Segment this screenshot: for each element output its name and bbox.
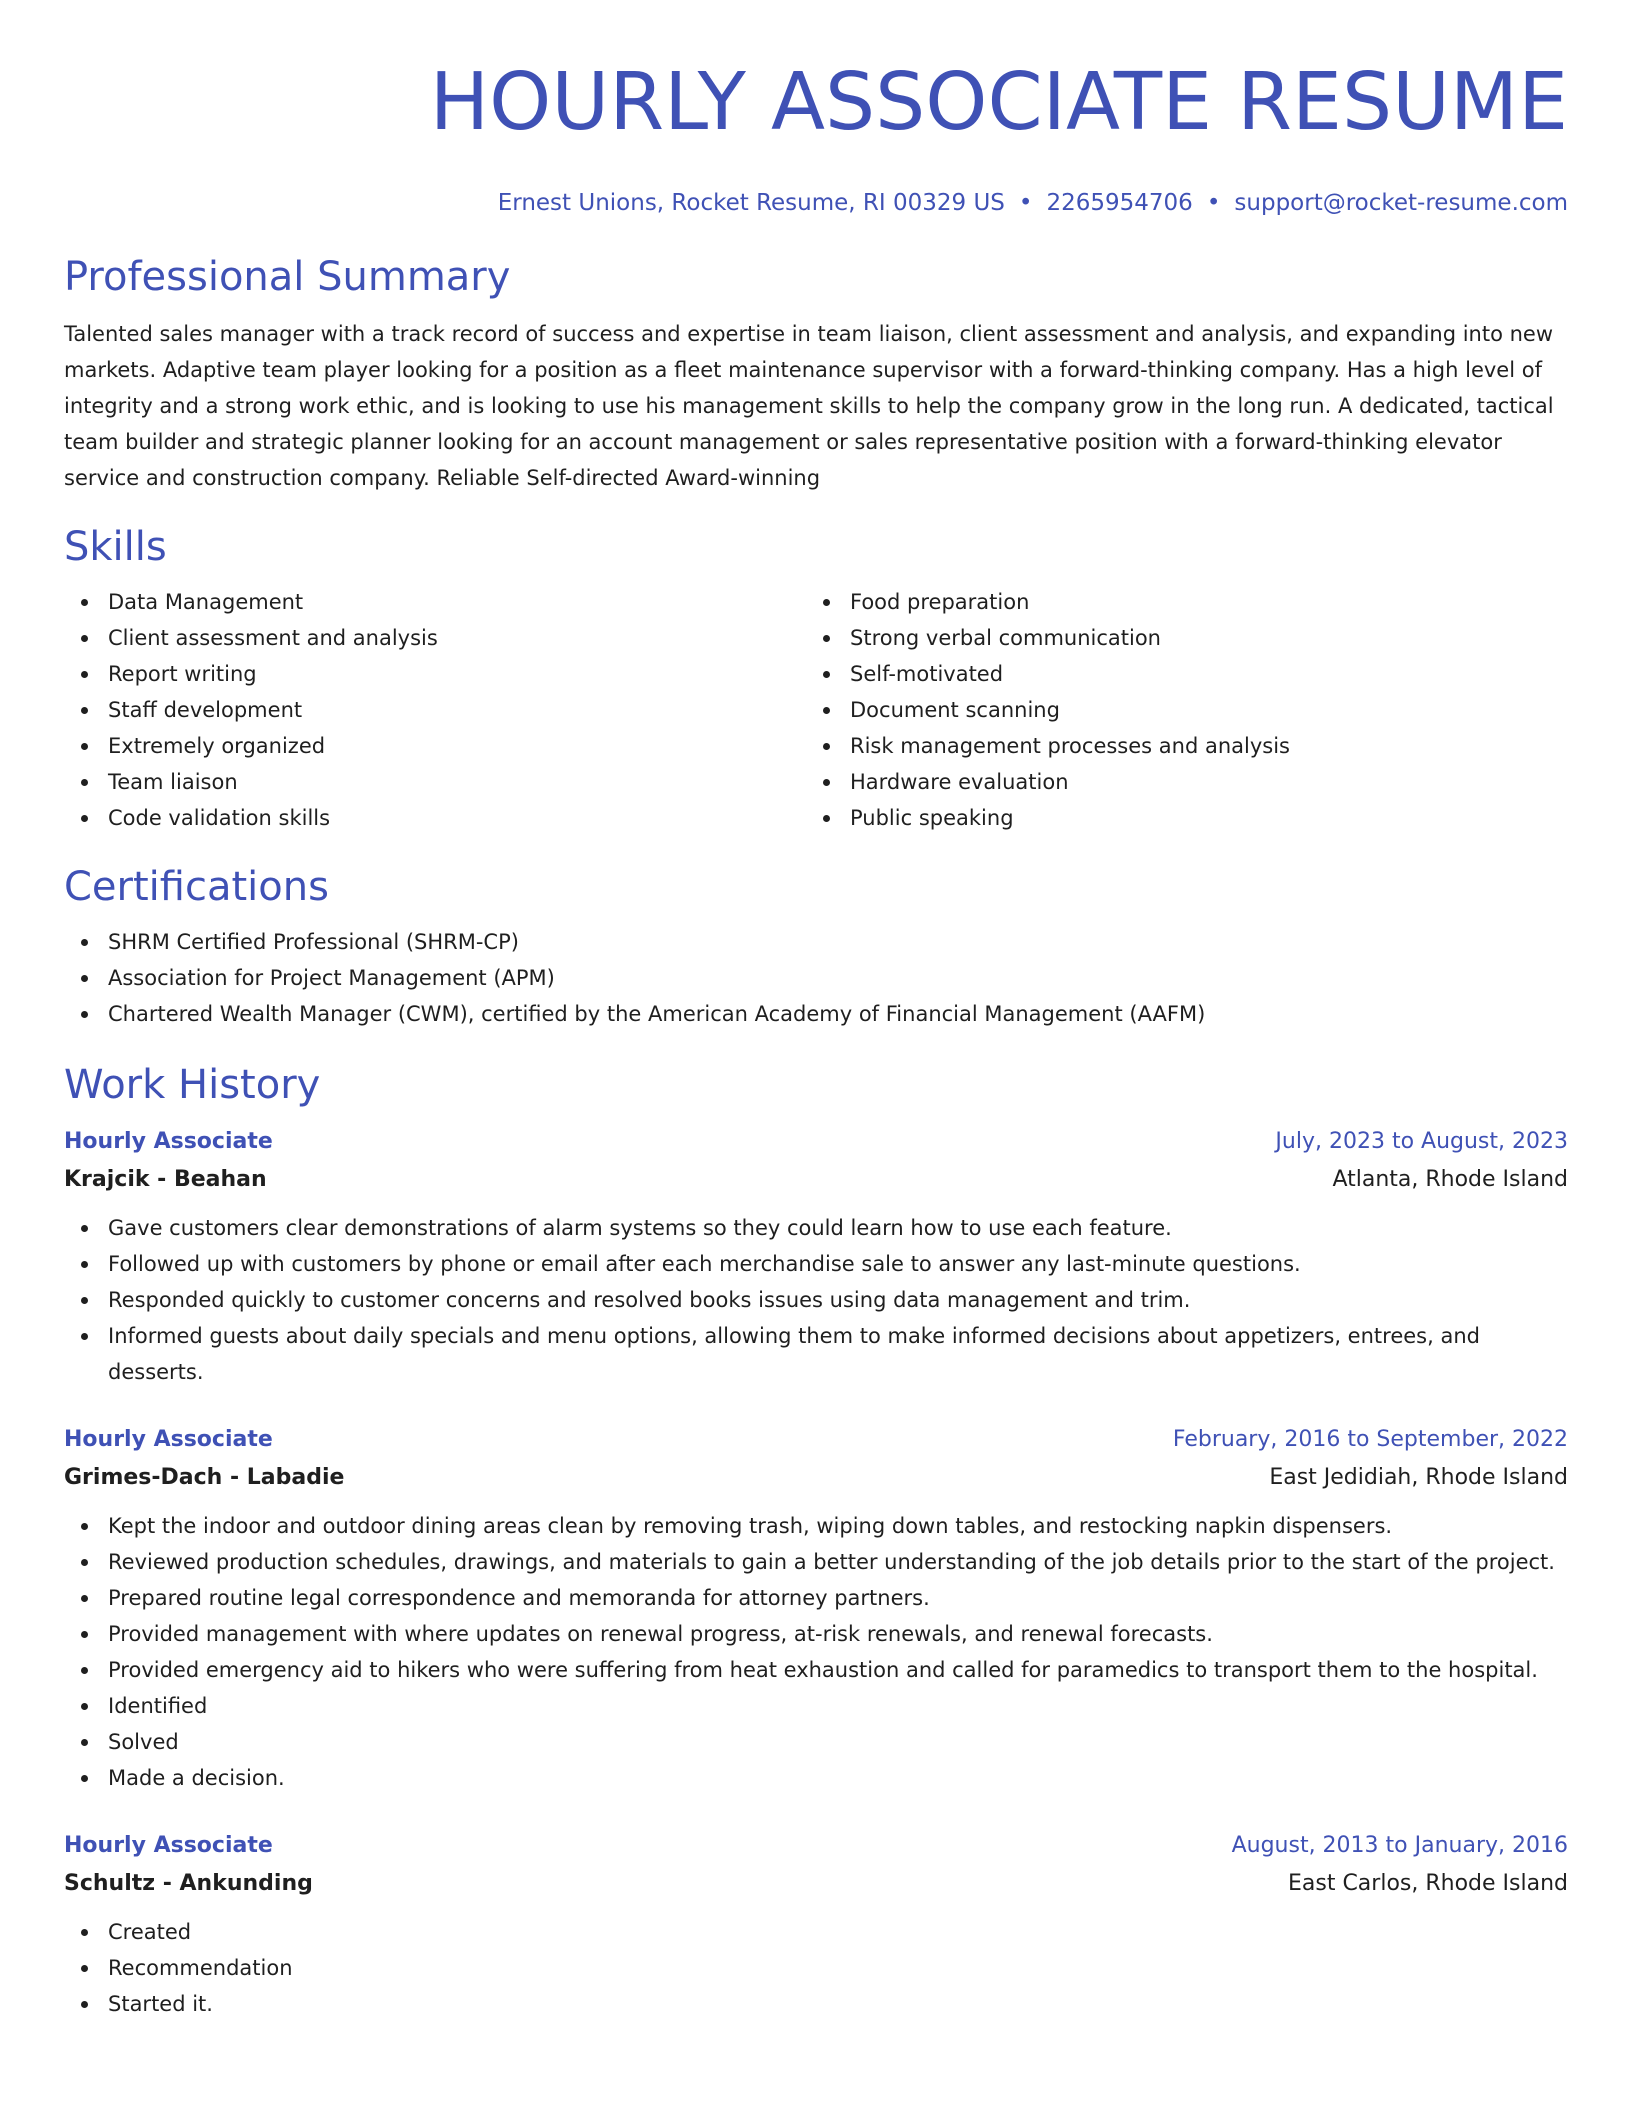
job-company: Krajcik - Beahan	[64, 1167, 267, 1192]
job-entry	[64, 1124, 1568, 1390]
job-bullet: Provided emergency aid to hikers who were suffering from heat exhaustion and called for paramedics to transport them to the hospital.	[64, 1652, 1568, 1688]
resume-title: HOURLY ASSOCIATE RESUME	[429, 56, 1568, 148]
job-bullet: Provided management with where updates on renewal progress, at-risk renewals, and renewal forecasts.	[64, 1616, 1568, 1652]
job-entry	[64, 1828, 1568, 2022]
skill-item: Report writing	[64, 656, 806, 692]
skill-item: Staff development	[64, 692, 806, 728]
job-bullet-list	[64, 1508, 1568, 1796]
job-bullet: Recommendation	[64, 1950, 1568, 1986]
skill-item: Data Management	[64, 584, 806, 620]
job-title: Hourly Associate	[64, 1833, 273, 1858]
job-dates: February, 2016 to September, 2022	[1172, 1427, 1568, 1452]
skill-item: Hardware evaluation	[806, 764, 1566, 800]
certification-item: Chartered Wealth Manager (CWM), certified by the American Academy of Financial Management (AAFM)	[64, 996, 1568, 1032]
job-dates: July, 2023 to August, 2023	[1275, 1129, 1568, 1154]
contact-separator: •	[1018, 190, 1033, 216]
job-bullet: Gave customers clear demonstrations of alarm systems so they could learn how to use each feature.	[64, 1210, 1568, 1246]
job-bullet: Kept the indoor and outdoor dining areas clean by removing trash, wiping down tables, and restocking napkin dispensers.	[64, 1508, 1568, 1544]
job-bullet: Identified	[64, 1688, 1568, 1724]
skill-item: Client assessment and analysis	[64, 620, 806, 656]
skill-item: Self-motivated	[806, 656, 1566, 692]
contact-address: Ernest Unions, Rocket Resume, RI 00329 US	[497, 190, 1005, 216]
job-title: Hourly Associate	[64, 1129, 273, 1154]
skill-item: Team liaison	[64, 764, 806, 800]
job-location: Atlanta, Rhode Island	[1332, 1167, 1568, 1192]
job-bullet: Followed up with customers by phone or email after each merchandise sale to answer any last-minute questions.	[64, 1246, 1568, 1282]
job-company: Schultz - Ankunding	[64, 1871, 313, 1896]
skills-section	[64, 522, 1568, 836]
job-bullet-list	[64, 1914, 1568, 2022]
skill-item: Strong verbal communication	[806, 620, 1566, 656]
job-company-row	[64, 1160, 1568, 1200]
contact-email: support@rocket-resume.com	[1234, 190, 1568, 216]
job-bullet: Created	[64, 1914, 1568, 1950]
skills-column-left	[64, 584, 806, 836]
contact-separator: •	[1206, 190, 1221, 216]
skills-grid	[64, 584, 1568, 836]
job-bullet: Started it.	[64, 1986, 1568, 2022]
job-bullet-list	[64, 1210, 1568, 1390]
job-bullet: Reviewed production schedules, drawings, and materials to gain a better understanding of the job details prior to the start of the project.	[64, 1544, 1568, 1580]
job-bullet: Prepared routine legal correspondence and memoranda for attorney partners.	[64, 1580, 1568, 1616]
summary-section	[64, 252, 1568, 496]
job-company-row	[64, 1458, 1568, 1498]
skills-column-right	[806, 584, 1566, 836]
job-bullet: Solved	[64, 1724, 1568, 1760]
section-title-work-history: Work History	[64, 1062, 321, 1108]
job-title: Hourly Associate	[64, 1427, 273, 1452]
certifications-section	[64, 862, 1568, 1032]
job-company: Grimes-Dach - Labadie	[64, 1465, 345, 1490]
summary-text: Talented sales manager with a track record of success and expertise in team liaison, client assessment and analysis, and expanding into new markets. Adaptive team player looking for a position as a fleet maintenance supervisor with a forward-thinking company. Has a high level of integrity and a strong work ethic, and is looking to use his management skills to help the company grow in the long run. A dedicated, tactical team builder and strategic planner looking for an account management or sales representative position with a forward-thinking elevator service and construction company. Reliable Self-directed Award-winning	[64, 322, 1554, 490]
skill-item: Code validation skills	[64, 800, 806, 836]
certification-item: SHRM Certified Professional (SHRM-CP)	[64, 924, 1568, 960]
certification-item: Association for Project Management (APM)	[64, 960, 1568, 996]
resume-header	[64, 0, 1568, 218]
contact-phone: 2265954706	[1046, 190, 1193, 216]
section-title-certifications: Certifications	[64, 864, 329, 910]
job-title-row	[64, 1828, 1568, 1864]
skill-item: Document scanning	[806, 692, 1566, 728]
job-location: East Jedidiah, Rhode Island	[1269, 1465, 1568, 1490]
skill-item: Extremely organized	[64, 728, 806, 764]
job-title-row	[64, 1124, 1568, 1160]
skill-item: Food preparation	[806, 584, 1566, 620]
job-bullet: Responded quickly to customer concerns and resolved books issues using data management and trim.	[64, 1282, 1568, 1318]
job-entry	[64, 1422, 1568, 1796]
certifications-list	[64, 924, 1568, 1032]
skill-item: Risk management processes and analysis	[806, 728, 1566, 764]
job-dates: August, 2013 to January, 2016	[1231, 1833, 1568, 1858]
job-bullet: Made a decision.	[64, 1760, 1568, 1796]
job-bullet: Informed guests about daily specials and menu options, allowing them to make informed decisions about appetizers, entrees, and desserts.	[64, 1318, 1568, 1390]
work-history-section	[64, 1060, 1568, 2022]
contact-line	[64, 188, 1568, 218]
job-title-row	[64, 1422, 1568, 1458]
section-title-skills: Skills	[64, 524, 167, 570]
section-title-summary: Professional Summary	[64, 254, 511, 300]
job-location: East Carlos, Rhode Island	[1287, 1871, 1568, 1896]
job-company-row	[64, 1864, 1568, 1904]
skill-item: Public speaking	[806, 800, 1566, 836]
